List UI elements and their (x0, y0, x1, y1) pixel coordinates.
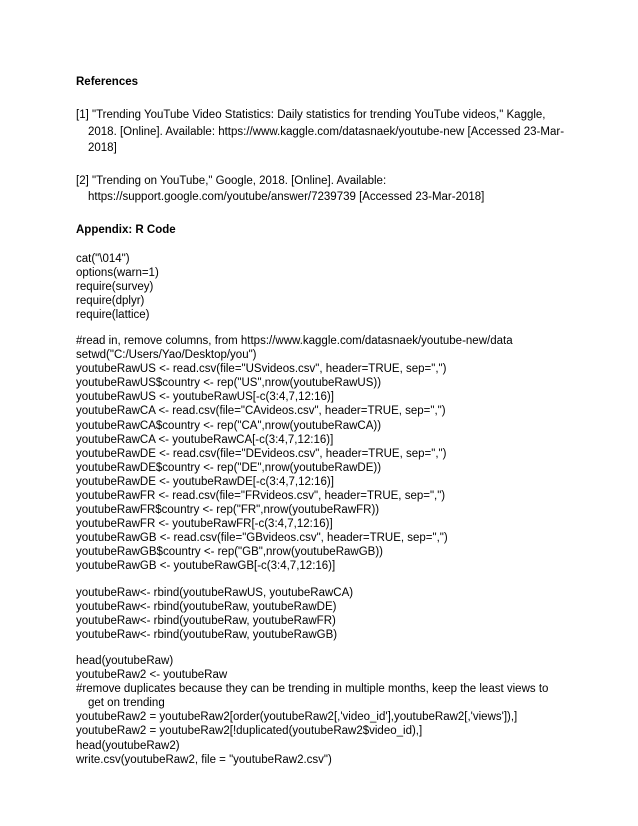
reference-1: [1] "Trending YouTube Video Statistics: Daily statistics for trending YouTube videos," Kaggle, 2018. [Online]. Available: https://www.kaggle.com/datasnaek/youtube-new [Accessed 23-Mar-2018] (76, 109, 565, 154)
code-line: youtubeRaw<- rbind(youtubeRaw, youtubeRawDE) (76, 600, 337, 613)
code-line: require(survey) (76, 280, 154, 293)
code-line: youtubeRawCA$country <- rep("CA",nrow(youtubeRawCA)) (76, 419, 382, 432)
code-line: youtubeRawDE$country <- rep("DE",nrow(youtubeRawDE)) (76, 461, 382, 474)
code-block-dedupe (76, 654, 576, 767)
code-line: youtubeRawUS <- youtubeRawUS[-c(3:4,7,12:16)] (76, 391, 334, 404)
appendix-heading: Appendix: R Code (76, 223, 176, 236)
code-line: youtubeRaw<- rbind(youtubeRaw, youtubeRawGB) (76, 628, 338, 641)
code-line: youtubeRawCA <- youtubeRawCA[-c(3:4,7,12:16)] (76, 433, 334, 446)
code-line: options(warn=1) (76, 266, 159, 279)
code-line: youtubeRawUS$country <- rep("US",nrow(youtubeRawUS)) (76, 377, 382, 390)
code-line: youtubeRawFR <- read.csv(file="FRvideos.csv", header=TRUE, sep=",") (76, 490, 446, 502)
code-line: youtubeRawGB <- read.csv(file="GBvideos.csv", header=TRUE, sep=",") (76, 532, 448, 545)
code-line: write.csv(youtubeRaw2, file = "youtubeRaw2.csv") (76, 753, 332, 766)
references-heading: References (76, 76, 139, 88)
code-line: head(youtubeRaw2) (76, 739, 180, 752)
code-line: youtubeRawFR$country <- rep("FR",nrow(youtubeRawFR)) (76, 504, 380, 517)
code-line: youtubeRaw2 <- youtubeRaw (76, 669, 228, 682)
code-line: youtubeRaw<- rbind(youtubeRawUS, youtubeRawCA) (76, 586, 354, 599)
reference-2: [2] "Trending on YouTube," Google, 2018. [Online]. Available: https://support.google.com/youtube/answer/7239739 [Accessed 23-Mar-2018] (76, 174, 485, 203)
code-line: youtubeRawDE <- read.csv(file="DEvideos.csv", header=TRUE, sep=",") (76, 447, 447, 460)
code-line: youtubeRaw2 = youtubeRaw2[!duplicated(youtubeRaw2$video_id),] (76, 725, 423, 738)
code-block-read-data (76, 334, 576, 574)
code-line: youtubeRaw<- rbind(youtubeRaw, youtubeRawFR) (76, 614, 336, 627)
code-block-setup (76, 252, 576, 322)
code-line: cat("\014") (76, 252, 130, 265)
code-line: youtubeRawFR <- youtubeRawFR[-c(3:4,7,12:16)] (76, 518, 333, 531)
code-line: youtubeRawDE <- youtubeRawDE[-c(3:4,7,12:16)] (76, 475, 334, 488)
code-line: youtubeRawGB <- youtubeRawGB[-c(3:4,7,12:16)] (76, 560, 336, 573)
page-content (76, 74, 576, 767)
code-line: setwd("C:/Users/Yao/Desktop/you") (76, 349, 257, 362)
code-line: head(youtubeRaw) (76, 654, 174, 667)
code-line: youtubeRaw2 = youtubeRaw2[order(youtubeRaw2[,'video_id'],youtubeRaw2[,'views']),] (76, 711, 518, 724)
code-line: youtubeRawCA <- read.csv(file="CAvideos.csv", header=TRUE, sep=",") (76, 405, 446, 418)
code-line: youtubeRawGB$country <- rep("GB",nrow(youtubeRawGB)) (76, 546, 383, 559)
code-comment: #remove duplicates because they can be trending in multiple months, keep the least views to get on trending (76, 683, 549, 710)
code-line: require(dplyr) (76, 294, 145, 307)
code-block-rbind (76, 586, 576, 642)
code-line: youtubeRawUS <- read.csv(file="USvideos.csv", header=TRUE, sep=",") (76, 363, 447, 376)
code-line: require(lattice) (76, 308, 150, 321)
code-line: #read in, remove columns, from https://www.kaggle.com/datasnaek/youtube-new/data (76, 334, 513, 347)
